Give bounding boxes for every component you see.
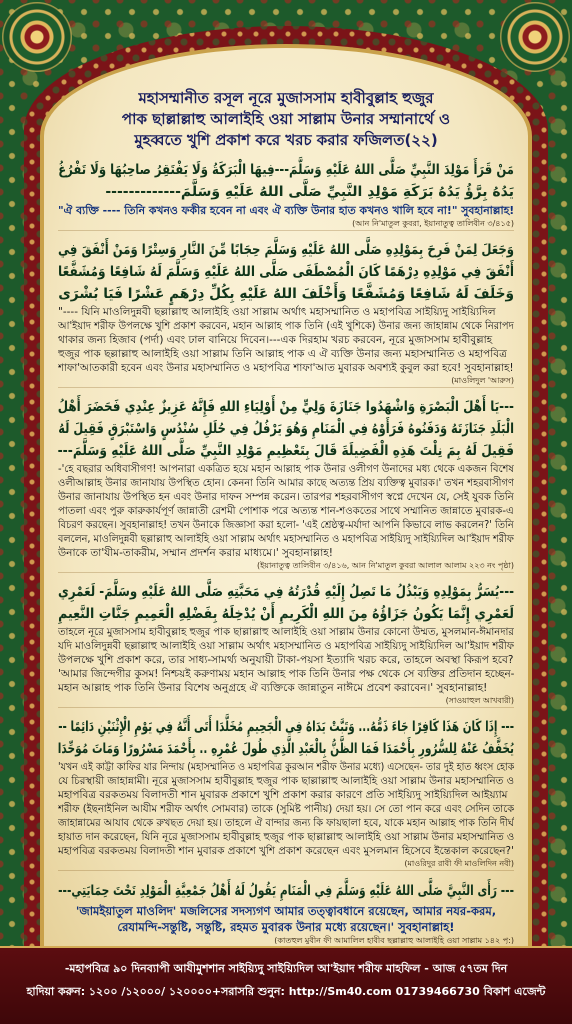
bengali-text-line: উপলক্ষে খুশি প্রকাশ করে, তার সাধ্য-সামর্থ্য অনুযায়ী টাকা-পয়সা ইত্যাদি খরচ করে, তাহলে অবস্থা কিরূপ হবে? (58, 654, 514, 666)
title-line: মুহব্বতে খুশি প্রকাশ করে খরচ করার ফজিলত(২২) (134, 131, 438, 149)
reference-citation: (সাওয়াহুল আখবারী) (445, 696, 514, 705)
bengali-text-line: মহাপবিত্র বরকতময় বিলাদতী শান মুবারক প্রকাশে খুশি প্রকাশ করেছেন এবং মুসলমান হিসেবে ইন্তেকাল করেছেন?' (58, 845, 514, 857)
arabic-text-line: فَقِيلَ لَهُ بِمَ نِلْتَ هَذِهِ الْفَضِيلَةَ قَالَ بِتَعْظِيمِ مَوْلِدِ النَّبِيِّ صَلَّى اللهُ عَلَيْهِ وَسَلَّمَ--- (58, 443, 514, 459)
reference-citation: (মাওলিদুল 'আরুস) (451, 376, 514, 385)
reference-citation: (আন নি'মাতুল কুবরা, ইয়ানাতুত্ব তালিবীন ৩/৪১৫) (352, 219, 514, 228)
arabic-text-line: الْبَلَدِ جَنَازَتَهُ وَدَفَنُوهُ فَرَأَوْهُ فِي الْمَنَامِ وَهُوَ يَرْفُلُ فِي حُلَلِ سُنْدُسٍ وَاسْتَبْرَقٍ فَقِيلَ لَهُ (58, 421, 514, 437)
arabic-text-line: يَدُهُ بِرَّؤُ يَدُهُ بَرَكَةِ مَوْلِدِ النَّبِيِّ صَلَّى اللهُ عَلَيْهِ وَسَلَّمَ------------- (105, 184, 514, 200)
reference-citation: (কাতহুল মুবীন ফী আমালিল হাবীব ছল্লাল্লাহু আলাইহি ওয়া সাল্লাম ১৪২ পৃ:) (274, 936, 514, 944)
rosette-ornament-icon (2, 2, 72, 72)
bengali-text-line: 'আমার জিন্দেগীর কুসম! নিশ্চয়ই করুণাময় মহান আল্লাহ পাক তিনি উনার পক্ষ থেকে সে ব্যক্তির প্রতিদান হচ্ছেন- (58, 668, 514, 680)
bengali-quote: "ঐ ব্যক্তি ---- তিনি কখনও ফকীর হবেন না এবং ঐ ব্যক্তি উনার হাত কখনও খালি হবে না!" সুবহানাল্লাহ! (58, 204, 514, 217)
title-line: পাক ছাল্লাল্লাহু আলাইহি ওয়া সাল্লাম উনার সম্মানার্থে ও (121, 110, 451, 128)
arabic-text-line: يُخَفَّفُ عَنْهُ لِلسُّرُورِ بِأَحْمَدَا فَمَا الظَّنُّ بِالْعَبْدِ الَّذِي طُولَ عُمْرِهِ .. بِأَحْمَدَ مَسْرُورًا وَمَاتَ مُوَحِّدَا (58, 741, 514, 757)
bengali-text-line: -'হে বছরার অধিবাসীগণ! আপনারা একত্রিত হয়ে মহান আল্লাহ পাক উনার ওলীগণ উনাদের মধ্য থেকে একজন বিশেষ (58, 463, 514, 475)
rosette-ornament-icon (500, 2, 570, 72)
section-1 (58, 159, 514, 231)
bengali-text-line: মহাপবিত্র বরকতময় বিলাদতী শান মুবারক প্রকাশে খুশি প্রকাশ করার কারণে প্রতি সাইয়্যিদু সাইয়্যিদিল আইয়্যাম (58, 789, 508, 801)
bengali-text-line: জাহান্নামের আযাব থেকে রুখছত দেয়া হয়। তাহলে ঐ বান্দার জন্য কি ফায়ছালা হবে, যাকে মহান আল্লাহ পাক তিনি দীর্ঘ (58, 817, 514, 829)
bengali-text-line: 'যখন এই কাট্টা কাফির যার নিন্দায় (মহাসম্মানিত ও মহাপবিত্র কুরআন শরীফ উনার মধ্যে) এসেছেন- তার দুই হাত ধ্বংস হোক (58, 761, 514, 773)
footer-banner (0, 946, 572, 1024)
reference-citation: (মাওরিদুর রাবী ফী মাওলিদিন নবী) (404, 859, 514, 868)
title-line: মহাসম্মানীত রসূল নূরে মুজাসসাম হাবীবুল্লাহ হুজুর (138, 89, 434, 107)
poster-title (58, 88, 514, 151)
bengali-text-line: হুজুর পাক ছল্লাল্লাহু আলাইহি ওয়া সাল্লাম তিনি আল্লাহ পাক এ ঐ ব্যক্তি উনার জন্য মহাসম্মানিত ও মহাপবিত্র (58, 348, 507, 360)
bengali-text-line: যদি মাওলিদুন্নবী ছল্লাল্লাহু আলাইহি ওয়া সাল্লাম অর্থাৎ মহাসম্মানিত ও মহাপবিত্র সাইয়্যিদু সাইয়্যিদিল আ'ইয়াদ শরীফ (58, 640, 514, 652)
bengali-text-line: হায়াত দান করেছেন, যিনি নূরে মুজাসসাম হাবীবুল্লাহ হুজুর পাক ছাল্লাল্লাহু আলাইহি ওয়া সাল্লাম উনার মহাসম্মানিত ও (58, 831, 514, 843)
section-2 (58, 239, 514, 388)
bengali-text-line: উনাকে তা'যীম-তাকরীম, সম্মান প্রদর্শন করার মাধ্যমে।' সুবহানাল্লাহ! (58, 547, 333, 559)
footer-contact-info: হাদিয়া করুন: ১২০০ /১২০০০/ ১২০০০০+সরাসরি শুনুন: http://Sm40.com 01739466730 বিকাশ এজেন্ট (26, 985, 546, 998)
arabic-text-line: --- إِذَا كَانَ هَذَا كَافِرًا جَاءَ ذَمُّهُ... وَتَبَّتْ يَدَاهُ فِي الْجَحِيمِ مُخَلَّدَا أَتَى أَنَّهُ فِي يَوْمِ الْإِثْنَيْنِ دَائِمًا -- (58, 719, 514, 735)
bengali-text-line: ওলীআল্লাহ উনার জানাযায় উপস্থিত হোন। কেননা তিনি আমার কাছে অত্যন্ত প্রিয় ব্যক্তিত্ব মুবারক।' তখন শহরবাসীগণ (58, 477, 514, 489)
bengali-text-line: তাহলে নূরে মুজাসসাম হাবীবুল্লাহ হুজুর পাক ছাল্লাল্লাহু আলাইহি ওয়া সাল্লাম উনার কোনো উম্মত, মুসলমান-ঈমানদার (58, 626, 514, 638)
poster-content (58, 88, 514, 944)
arabic-text-line: لَعَمْرِي إِنَّمَا يَكُونُ جَزَاؤُهُ مِنَ اللهِ الْكَرِيمِ أَنْ يُدْخِلَهُ بِفَضْلِهِ الْعَمِيمِ جَنَّاتِ النَّعِيمِ (58, 606, 514, 622)
arabic-text-line: ---يُسَرُّ بِمَوْلِدِهِ وَيَبْذُلُ مَا تَصِلُ إِلَيْهِ قُدْرَتُهُ فِي مَحَبَّتِهِ صَلَّى اللهُ عَلَيْهِ وسَلَّمَ- لَعَمْرِي (58, 584, 514, 600)
arabic-text-line: ---يَا أَهْلَ الْبَصْرَةِ وَاشْهَدُوا جَنَازَةَ وَلِيٍّ مِنْ أَوْلِيَاءِ اللهِ فَإِنَّهُ عَزِيزٌ عِنْدِي فَحَضَرَ أَهْلُ (58, 399, 514, 415)
footer-announcement: -মহাপবিত্র ৯০ দিনব্যাপী আযীমুশশান সাইয়্যিদু সাইয়্যিদিল আ'ইয়াদ শরীফ মাহফিল - আজ ৫৭তম দিন (64, 962, 508, 975)
bengali-text-line: বললেন, মাওলিদুন্নবী ছল্লাল্লাহু আলাইহি ওয়া সাল্লাম অর্থাৎ মহাসম্মানিত ও মহাপবিত্র সাইয়্যিদু সাইয়্যিদিল আ'ইয়াদ শরীফ (58, 533, 514, 545)
bengali-text-line: থাকার জন্য হিজাব (পর্দা) এবং ঢাল বানিয়ে দিবেন।---এক দিরহাম খরচ করবেন, নূরে মুজাসসাম হাবীবুল্লাহ (58, 334, 493, 346)
arabic-text-line: أَنْفَقَ فِي مَوْلِدِهِ دِرْهَمًا كَانَ الْمُصْطَفَى صَلَّى اللهُ عَلَيْهِ وَسَلَّمَ لَهُ شَافِعًا وَمُشَفَّعًا (58, 264, 514, 280)
bengali-text-line: মহান আল্লাহ পাক তিনি উনার বিশেষ অনুগ্রহে ঐ ব্যক্তিকে জান্নাতুন নাঈমে প্রবেশ করাবেন।' সুবহানাল্লাহ! (58, 682, 488, 694)
bengali-text-line: পাতলা এবং পুরু কারুকার্যপূর্ণ জান্নাতী রেশমী পোশাক পরে অত্যন্ত শান-শওকতের সাথে সম্মানিত জান্নাতে মুবারক-এ (58, 505, 514, 517)
bengali-text-line: শরীফ (ইছনাইনিল আযীম শরীফ অর্থাৎ সোমবার) তাকে (সুমিষ্ট পানীয়) দেয়া হয়। সে তো পান করে এবং সেদিন তাকে (58, 803, 514, 815)
bengali-highlight-line: 'জামইয়াতুল মাওলিদ' মজলিসের সদস্যগণ আমার তত্ত্বাবধানে রয়েছেন, আমার নযর-করম, (75, 904, 497, 918)
section-3 (58, 396, 514, 573)
bengali-highlight-line: রেযামন্দি-সন্তুষ্টি, সন্তুষ্টি, রহমত মুবারক উনার মধ্যে রয়েছেন।' সুবহানাল্লাহ! (117, 920, 455, 934)
reference-citation: (ইয়ানাতুত্ব তালিবীন ৩/৪১৬, আন নি'মাতুল কুবরা আলাল আলাম ২২৩ নং পৃষ্ঠা) (256, 561, 514, 570)
arabic-text-line: وَجَعَلَ لِمَنْ فَرِحَ بِمَوْلِدِهِ صَلَّى اللهُ عَلَيْهِ وَسَلَّمَ حِجَابًا مِّنَ النَّارِ وَسِتْرًا وَمَنْ أَنْفَقَ فِي (58, 242, 514, 258)
section-6 (58, 879, 514, 944)
arabic-text-line: وَخَلَفَ لَهُ شَافِعًا وَمُشَفَّعًا وَأَخْلَفَ اللهُ عَلَيْهِ بِكُلِّ دِرْهَمٍ عَشْرًا فَيَا بُشْرَى (58, 286, 514, 302)
arabic-text-line: --- رَأَى النَّبِيَّ صَلَّى اللهُ عَلَيْهِ وَسَلَّمَ فِي الْمَنَامِ يَقُولُ لَهُ أَهْلُ جَمْعِيَّةِ الْمَوْلِدِ تَحْتَ حِمَايَتِي--- (58, 883, 514, 899)
bengali-text-line: আ'ইয়াদ শরীফ উপলক্ষে খুশি প্রকাশ করবেন, মহান আল্লাহ পাক তিনি (এই খুশিকে) উনার জন্য জাহান্নাম থেকে নিরাপদ (58, 320, 514, 332)
bengali-text-line: "---- যিনি মাওলিদুন্নবী ছল্লাল্লাহু আলাইহি ওয়া সাল্লাম অর্থাৎ মহাসম্মানিত ও মহাপবিত্র সাইয়্যিদু সাইয়্যিদিল (58, 306, 496, 318)
bengali-text-line: বিচরণ করছেন। সুবহানাল্লাহ! তখন উনাকে জিজ্ঞাসা করা হলো- 'এই শ্রেষ্ঠত্ব-মর্যাদা আপনি কিভাবে লাভ করলেন?' তিনি (58, 519, 514, 531)
bengali-text-line: শাফা'আতকারী হবেন এবং উনার মহাসম্মানিত ও মহাপবিত্র শাফা'আত মুবারক অবশ্যই কুবুল করা হবে! সুবহানাল্লাহ! (58, 362, 514, 374)
bengali-text-line: উনার জানাযায় উপস্থিত হন এবং উনার দাফন সম্পন্ন করেন। তারপর শহরবাসীগণ স্বপ্নে দেখেন যে, সেই যুবক তিনি (58, 491, 514, 503)
section-4 (58, 581, 514, 708)
section-5 (58, 716, 514, 871)
arabic-text-line: مَنْ قَرَأَ مَوْلِدَ النَّبِيِّ صَلَّى اللهُ عَلَيْهِ وَسَلَّمَ---فِيهَا الْبَرَكَةُ وَلَا يَفْتَقِرُ صاحِبُهَا وَلَا تَفْرُغُ (58, 162, 514, 178)
bengali-text-line: যে চিরস্থায়ী জাহান্নামী। নূরে মুজাসসাম হাবীবুল্লাহ হুজুর পাক ছাল্লাল্লাহু আলাইহি ওয়া সাল্লাম উনার মহাসম্মানিত ও (58, 775, 514, 787)
